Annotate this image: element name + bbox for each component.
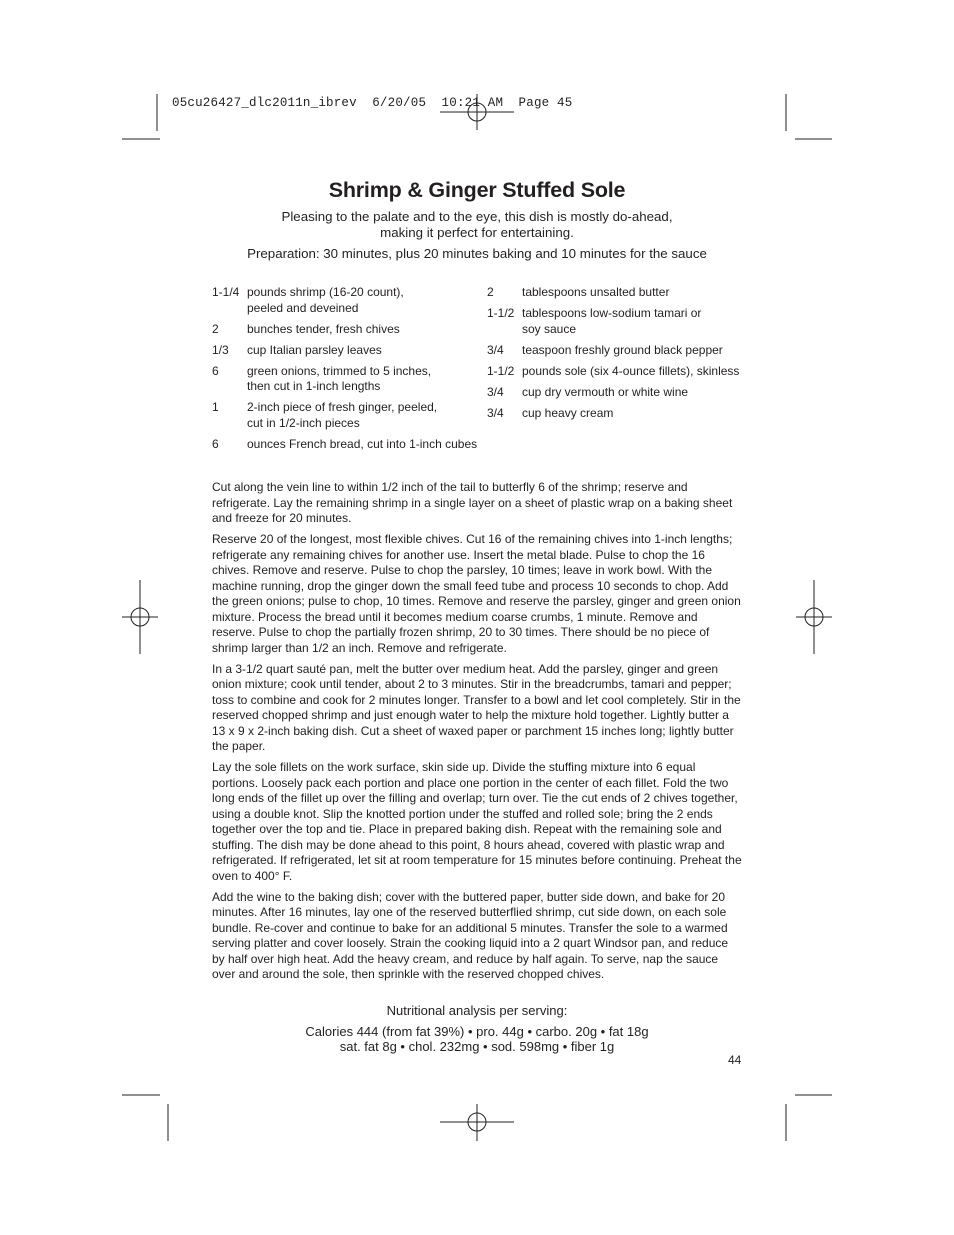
ingredient-quantity: 2 — [487, 285, 494, 299]
ingredient-item — [212, 400, 482, 431]
recipe-directions — [212, 480, 744, 988]
ingredient-quantity: 3/4 — [487, 342, 504, 357]
direction-paragraph: Reserve 20 of the longest, most flexible chives. Cut 16 of the remaining chives into 1-inch lengths; refrigerate any remaining chives for another use. Insert the metal blade. Pulse to chop the 16 chives. Remove and reserve. Pulse to chop the parsley, 10 times; leave in work bowl. With the machine running, drop the ginger down the small feed tube and process 10 seconds to chop. Add the green onions; pulse to chop, 10 times. Remove and reserve the parsley, ginger and green onion mixture. Process the bread until it becomes medium coarse crumbs, 1 minute. Remove and reserve. Pulse to chop the partially frozen shrimp, 20 to 30 times. There should be no piece of shrimp larger than 1/2 an inch. Remove and refrigerate. — [212, 532, 741, 655]
ingredient-item — [487, 343, 757, 359]
ingredient-text: 2-inch piece of fresh ginger, peeled, — [247, 400, 438, 414]
ingredient-quantity: 3/4 — [487, 384, 504, 399]
ingredient-text: peeled and deveined — [247, 300, 359, 315]
ingredient-item — [487, 406, 757, 422]
preparation-time: Preparation: 30 minutes, plus 20 minutes baking and 10 minutes for the sauce — [247, 246, 707, 261]
ingredient-text: tablespoons low-sodium tamari or — [522, 306, 702, 320]
direction-paragraph: Add the wine to the baking dish; cover with the buttered paper, butter side down, and bake for 20 minutes. After 16 minutes, lay one of the reserved butterflied shrimp, cut side down, on each sole bundle. Re-cover and continue to bake for an additional 5 minutes. Transfer the sole to a warmed serving platter and cover loosely. Strain the cooking liquid into a 2 quart Windsor pan, and reduce by half over high heat. Add the heavy cream, and reduce by half again. To serve, nap the sauce over and around the sole, then sprinkle with the reserved chopped chives. — [212, 889, 729, 981]
registration-mark-right — [796, 580, 832, 654]
ingredient-quantity: 1/3 — [212, 342, 229, 357]
ingredient-item — [487, 306, 757, 337]
direction-paragraph: Cut along the vein line to within 1/2 inch of the tail to butterfly 6 of the shrimp; reserve and refrigerate. Lay the remaining shrimp in a single layer on a sheet of plastic wrap on a baking sheet and freeze for 20 minutes. — [212, 480, 733, 525]
ingredient-text: cup heavy cream — [522, 405, 614, 420]
page-number: 44 — [728, 1053, 742, 1067]
registration-mark-left — [122, 580, 158, 654]
ingredient-text: green onions, trimmed to 5 inches, — [247, 363, 432, 378]
ingredient-text: teaspoon freshly ground black pepper — [522, 342, 723, 357]
ingredient-text: soy sauce — [522, 321, 577, 336]
ingredient-quantity: 1 — [212, 400, 219, 414]
recipe-intro-line: making it perfect for entertaining. — [380, 225, 574, 240]
ingredient-item — [212, 343, 482, 359]
ingredients-left-column — [212, 285, 482, 458]
ingredient-item — [487, 385, 757, 401]
nutrition-line: Calories 444 (from fat 39%) • pro. 44g • carbo. 20g • fat 18g — [305, 1024, 649, 1039]
ingredient-text: ounces French bread, cut into 1-inch cubes — [247, 436, 478, 451]
nutrition-line: sat. fat 8g • chol. 232mg • sod. 598mg • fiber 1g — [339, 1039, 615, 1054]
nutrition-info — [0, 1003, 954, 1054]
print-slug-line: 05cu26427_dlc2011n_ibrev 6/20/05 10:21 AM Page 45 — [172, 96, 573, 110]
ingredient-quantity: 1-1/2 — [487, 363, 515, 378]
nutrition-heading: Nutritional analysis per serving: — [386, 1003, 568, 1018]
ingredient-item — [487, 285, 757, 301]
ingredient-quantity: 1-1/2 — [487, 306, 515, 320]
ingredient-text: pounds sole (six 4-ounce fillets), skinless — [522, 363, 740, 378]
ingredient-text: cut in 1/2-inch pieces — [247, 415, 360, 430]
direction-paragraph: Lay the sole fillets on the work surface, skin side up. Divide the stuffing mixture into 6 equal portions. Loosely pack each portion and place one portion in the center of each fillet. Fold the two long ends of the fillet up over the filling and overlap; turn over. Tie the cut ends of 2 chives together, using a double knot. Slip the knotted portion under the stuffed and rolled sole; bring the 2 ends together over the top and tie. Place in prepared baking dish. Repeat with the remaining sole and stuffing. The dish may be done ahead to this point, 8 hours ahead, covered with plastic wrap and refrigerated. If refrigerated, let sit at room temperature for 15 minutes before continuing. Preheat the oven to 400° F. — [212, 760, 742, 883]
ingredient-text: then cut in 1-inch lengths — [247, 379, 381, 393]
direction-paragraph: In a 3-1/2 quart sauté pan, melt the butter over medium heat. Add the parsley, ginger and green onion mixture; cook until tender, about 2 to 3 minutes. Stir in the breadcrumbs, tamari and pepper; toss to combine and cook for 2 minutes longer. Transfer to a bowl and let cool completely. Stir in the reserved chopped shrimp and just enough water to help the mixture hold together. Lightly butter a 13 x 9 x 2-inch baking dish. Cut a sheet of waxed paper or parchment 15 inches long; lightly butter the paper. — [212, 661, 741, 753]
ingredient-item — [212, 364, 482, 395]
recipe-intro-line: Pleasing to the palate and to the eye, this dish is mostly do-ahead, — [281, 209, 673, 224]
ingredient-item — [212, 437, 482, 453]
ingredient-text: bunches tender, fresh chives — [247, 321, 400, 336]
ingredient-text: cup Italian parsley leaves — [247, 342, 382, 357]
ingredient-item — [487, 364, 757, 380]
recipe-title: Shrimp & Ginger Stuffed Sole — [328, 178, 626, 202]
ingredient-quantity: 6 — [212, 436, 219, 451]
ingredient-text: pounds shrimp (16-20 count), — [247, 285, 404, 299]
ingredient-quantity: 1-1/4 — [212, 285, 240, 299]
ingredient-item — [212, 322, 482, 338]
recipe-intro — [0, 209, 954, 241]
ingredient-text: tablespoons unsalted butter — [522, 285, 670, 299]
ingredient-text: cup dry vermouth or white wine — [522, 384, 689, 399]
registration-mark-bottom — [440, 1104, 514, 1141]
ingredients-right-column — [487, 285, 757, 427]
ingredient-item — [212, 285, 482, 316]
ingredient-quantity: 3/4 — [487, 405, 504, 420]
ingredient-quantity: 6 — [212, 363, 219, 378]
ingredient-quantity: 2 — [212, 321, 219, 336]
